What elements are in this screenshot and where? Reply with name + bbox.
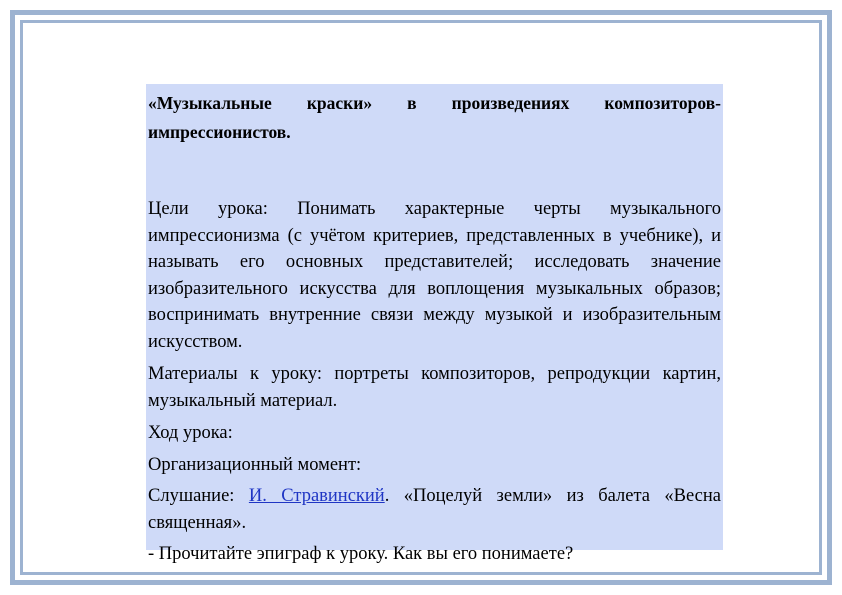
lesson-goals-paragraph: Цели урока: Понимать характерные черты музыкального импрессионизма (с учётом критериев, представленных в учебнике), и называть его основных представителей; исследовать значение изобразительного искусства для воплощения музыкальных образов; воспринимать внутренние связи между музыкой и изобразительным искусством.: [148, 199, 721, 352]
slide-content-box: [146, 84, 723, 564]
listening-paragraph: [148, 483, 721, 536]
lesson-materials-paragraph: Материалы к уроку: портреты композиторов, репродукции картин, музыкальный материал.: [148, 364, 721, 411]
listening-prefix: Слушание:: [148, 486, 249, 506]
slide-title: «Музыкальные краски» в произведениях композиторов-импрессионистов.: [148, 93, 721, 142]
lesson-course-heading: Ход урока:: [148, 423, 233, 443]
epigraph-question: - Прочитайте эпиграф к уроку. Как вы его понимаете?: [148, 544, 574, 564]
composer-link[interactable]: И. Стравинский: [248, 486, 385, 506]
listening-suffix: . «Поцелуй земли» из балета «Весна священная».: [148, 486, 721, 533]
org-moment-heading: Организационный момент:: [148, 454, 362, 475]
